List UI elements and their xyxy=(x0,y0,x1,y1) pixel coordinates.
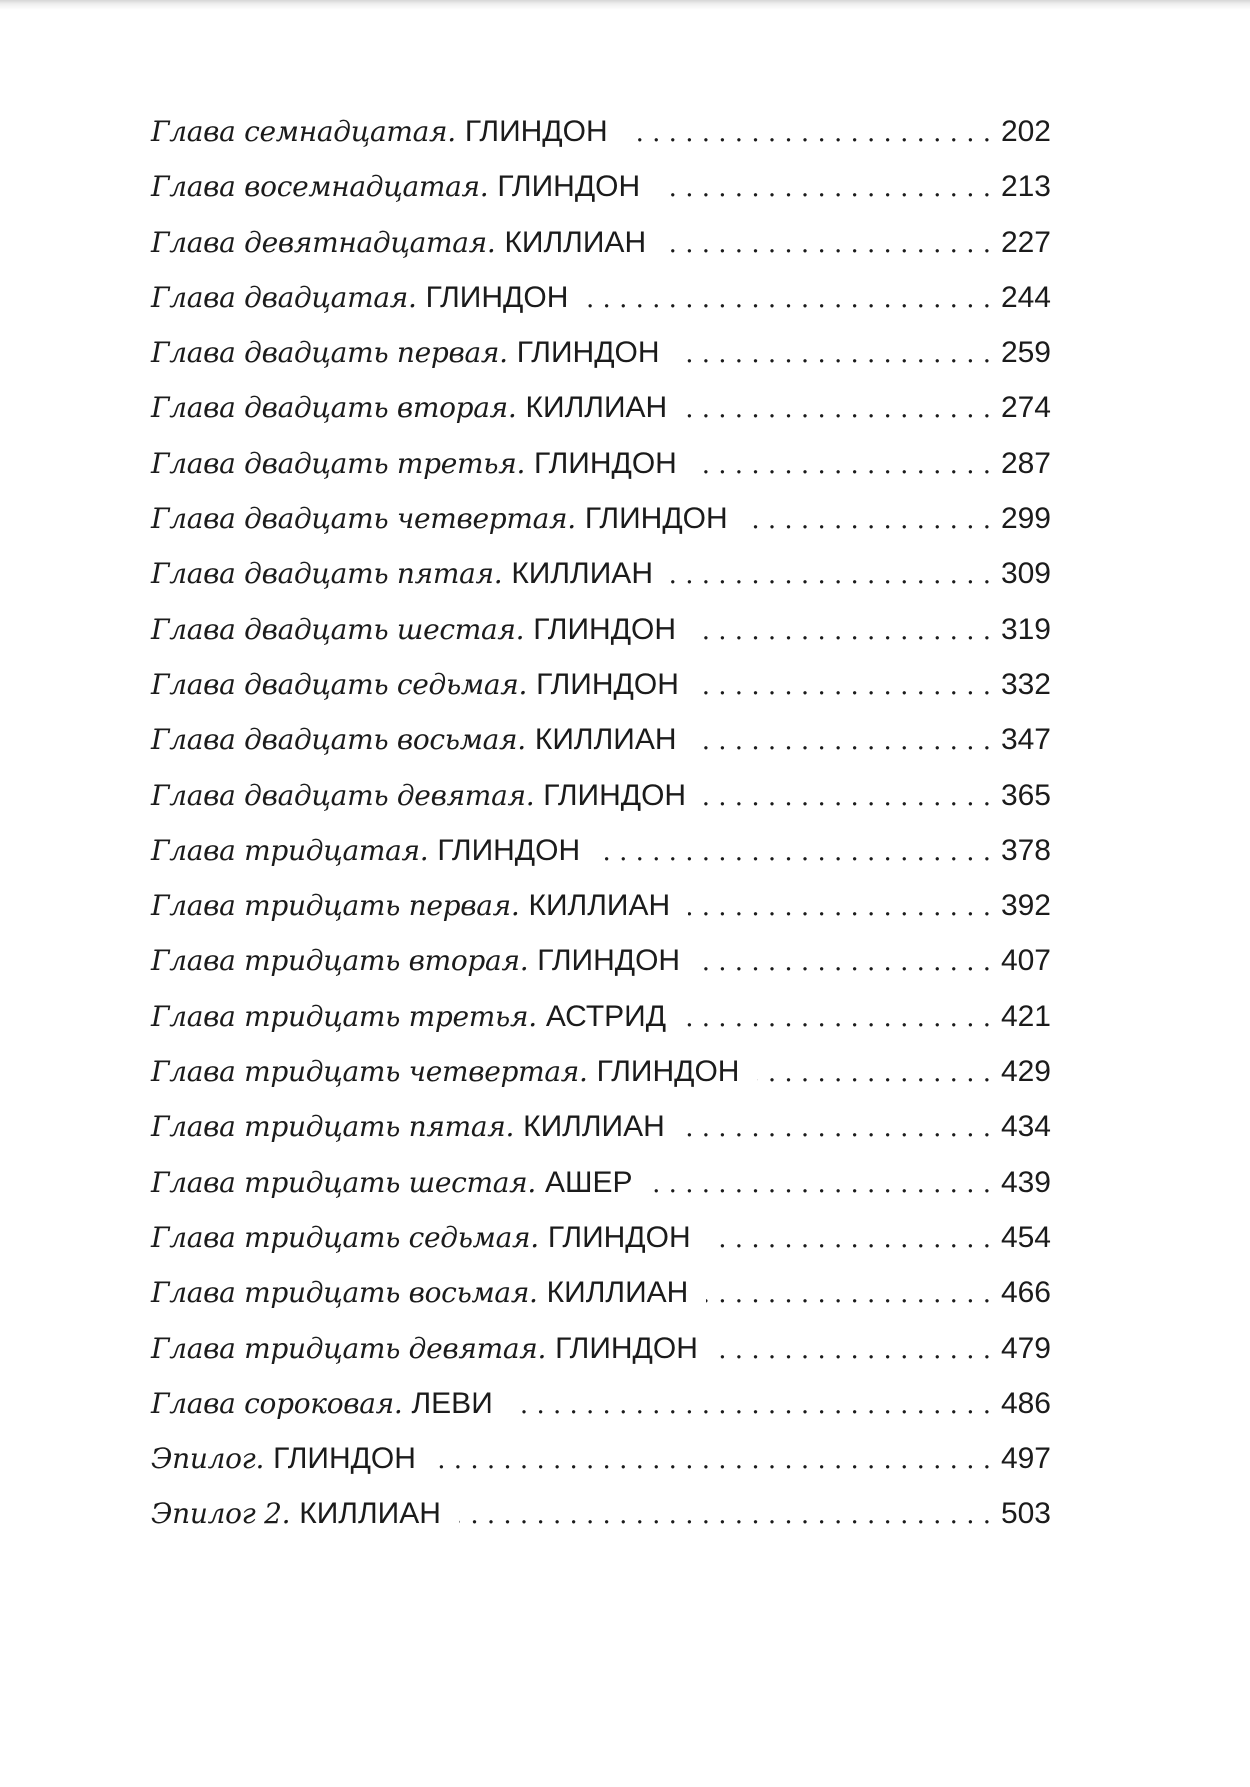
dot-leader xyxy=(757,1058,991,1088)
chapter-narrator: КИЛЛИАН xyxy=(534,723,677,757)
chapter-narrator: ГЛИНДОН xyxy=(497,170,641,204)
chapter-title: Глава двадцать девятая. xyxy=(151,778,535,812)
page-number: 227 xyxy=(1000,225,1051,259)
chapter-narrator: ГЛИНДОН xyxy=(464,115,608,148)
chapter-title: Глава двадцать четвертая. xyxy=(151,502,576,536)
chapter-narrator: КИЛЛИАН xyxy=(528,889,671,923)
dot-leader xyxy=(511,1390,991,1420)
page-number: 332 xyxy=(1000,667,1051,701)
page-number: 244 xyxy=(1000,280,1051,314)
dot-leader xyxy=(716,1335,991,1365)
chapter-title: Глава тридцать восьмая. xyxy=(151,1276,538,1310)
chapter-narrator: КИЛЛИАН xyxy=(504,225,647,259)
chapter-narrator: ГЛИНДОН xyxy=(555,1331,698,1365)
toc-entry[interactable] xyxy=(151,391,1051,446)
page-number: 378 xyxy=(1000,833,1051,867)
toc-entry[interactable] xyxy=(151,336,1051,391)
chapter-title: Глава сороковая. xyxy=(151,1386,403,1420)
dot-leader xyxy=(706,1279,991,1309)
dot-leader xyxy=(709,1224,991,1254)
toc-entry[interactable] xyxy=(151,1055,1051,1110)
toc-entry[interactable] xyxy=(151,115,1051,170)
page-number: 429 xyxy=(1000,1055,1051,1089)
chapter-title: Глава тридцать седьмая. xyxy=(151,1220,539,1254)
page-number: 274 xyxy=(1000,391,1051,425)
chapter-title: Глава семнадцатая. xyxy=(151,115,456,148)
dot-leader xyxy=(746,505,991,535)
toc-entry[interactable] xyxy=(151,502,1051,557)
page-number: 287 xyxy=(1000,446,1051,480)
toc-entry[interactable] xyxy=(151,1221,1051,1276)
chapter-title: Глава восемнадцатая. xyxy=(151,170,489,204)
page-number: 503 xyxy=(1000,1497,1051,1531)
chapter-narrator: ГЛИНДОН xyxy=(547,1220,691,1254)
chapter-title: Глава двадцать восьмая. xyxy=(151,723,526,757)
page-number: 347 xyxy=(1000,723,1051,757)
page-number: 309 xyxy=(1000,557,1051,591)
dot-leader xyxy=(651,1169,991,1199)
dot-leader xyxy=(598,837,991,867)
chapter-title: Глава двадцать вторая. xyxy=(151,391,517,425)
page-number: 299 xyxy=(1000,502,1051,536)
toc-entry[interactable] xyxy=(151,1332,1051,1387)
table-of-contents xyxy=(151,115,1051,1553)
chapter-narrator: КИЛЛИАН xyxy=(546,1276,689,1310)
chapter-narrator: ГЛИНДОН xyxy=(596,1055,740,1089)
dot-leader xyxy=(664,229,991,259)
dot-leader xyxy=(694,616,991,646)
chapter-title: Глава двадцать седьмая. xyxy=(151,667,528,701)
chapter-narrator: ГЛИНДОН xyxy=(273,1442,416,1476)
dot-leader xyxy=(704,782,991,812)
page-number: 407 xyxy=(1000,944,1051,978)
page-number: 434 xyxy=(1000,1110,1051,1144)
chapter-narrator: ГЛИНДОН xyxy=(537,944,681,978)
chapter-narrator: ГЛИНДОН xyxy=(536,667,679,701)
chapter-narrator: ГЛИНДОН xyxy=(425,280,569,314)
dot-leader xyxy=(459,1500,991,1530)
chapter-narrator: ГЛИНДОН xyxy=(543,778,687,812)
chapter-title: Глава двадцать первая. xyxy=(151,336,508,370)
toc-entry[interactable] xyxy=(151,1276,1051,1331)
chapter-title: Глава двадцать пятая. xyxy=(151,557,503,591)
page-number: 392 xyxy=(1000,889,1051,923)
chapter-narrator: КИЛЛИАН xyxy=(511,557,653,591)
chapter-title: Эпилог 2. xyxy=(151,1497,291,1531)
chapter-title: Глава тридцать девятая. xyxy=(151,1331,547,1365)
page-number: 259 xyxy=(1000,336,1051,370)
toc-entry[interactable] xyxy=(151,1387,1051,1442)
dot-leader xyxy=(685,394,991,424)
chapter-title: Глава тридцать первая. xyxy=(151,889,520,923)
page-number: 319 xyxy=(1000,612,1051,646)
page-number: 213 xyxy=(1000,170,1051,204)
chapter-narrator: ГЛИНДОН xyxy=(437,833,581,867)
dot-leader xyxy=(678,339,991,369)
dot-leader xyxy=(695,450,991,480)
chapter-narrator: ГЛИНДОН xyxy=(584,502,728,536)
toc-entry[interactable] xyxy=(151,944,1051,999)
chapter-narrator: АШЕР xyxy=(545,1165,633,1199)
dot-leader xyxy=(658,173,991,203)
page-number: 486 xyxy=(1000,1386,1051,1420)
chapter-narrator: ГЛИНДОН xyxy=(534,446,677,480)
toc-entry[interactable] xyxy=(151,1497,1051,1552)
dot-leader xyxy=(684,1003,991,1033)
chapter-title: Глава двадцать третья. xyxy=(151,446,526,480)
toc-entry[interactable] xyxy=(151,1442,1051,1497)
toc-entry[interactable] xyxy=(151,779,1051,834)
toc-entry[interactable] xyxy=(151,1000,1051,1055)
toc-entry[interactable] xyxy=(151,447,1051,502)
chapter-title: Глава тридцать шестая. xyxy=(151,1165,536,1199)
dot-leader xyxy=(586,284,991,314)
page-number: 497 xyxy=(1000,1442,1051,1476)
toc-entry[interactable] xyxy=(151,613,1051,668)
chapter-narrator: КИЛЛИАН xyxy=(299,1497,441,1531)
dot-leader xyxy=(697,671,991,701)
toc-entry[interactable] xyxy=(151,723,1051,778)
chapter-title: Эпилог. xyxy=(151,1442,265,1476)
scan-top-shadow xyxy=(0,0,1250,10)
dot-leader xyxy=(434,1445,991,1475)
toc-entry[interactable] xyxy=(151,226,1051,281)
dot-leader xyxy=(695,726,991,756)
page-number: 421 xyxy=(1000,999,1051,1033)
chapter-narrator: АСТРИД xyxy=(545,999,667,1033)
chapter-title: Глава двадцать шестая. xyxy=(151,612,525,646)
chapter-title: Глава тридцать третья. xyxy=(151,999,537,1033)
chapter-title: Глава тридцать пятая. xyxy=(151,1110,515,1144)
chapter-title: Глава тридцатая. xyxy=(151,833,429,867)
page-number: 466 xyxy=(1000,1276,1051,1310)
chapter-narrator: КИЛЛИАН xyxy=(523,1110,665,1144)
toc-entry[interactable] xyxy=(151,1110,1051,1165)
page-number: 202 xyxy=(1000,115,1051,148)
chapter-narrator: КИЛЛИАН xyxy=(525,391,668,425)
toc-entry[interactable] xyxy=(151,281,1051,336)
dot-leader xyxy=(698,947,991,977)
chapter-title: Глава тридцать четвертая. xyxy=(151,1055,588,1089)
dot-leader xyxy=(683,1113,991,1143)
page-number: 454 xyxy=(1000,1220,1051,1254)
dot-leader xyxy=(626,118,991,148)
chapter-narrator: ГЛИНДОН xyxy=(516,336,660,370)
page-number: 365 xyxy=(1000,778,1051,812)
toc-entry[interactable] xyxy=(151,557,1051,612)
dot-leader xyxy=(671,560,991,590)
toc-entry[interactable] xyxy=(151,1166,1051,1221)
toc-entry[interactable] xyxy=(151,834,1051,889)
toc-entry[interactable] xyxy=(151,889,1051,944)
chapter-title: Глава двадцатая. xyxy=(151,280,417,314)
chapter-narrator: ЛЕВИ xyxy=(411,1386,493,1420)
chapter-narrator: ГЛИНДОН xyxy=(533,612,677,646)
toc-entry[interactable] xyxy=(151,170,1051,225)
page-number: 479 xyxy=(1000,1331,1051,1365)
page-number: 439 xyxy=(1000,1165,1051,1199)
chapter-title: Глава тридцать вторая. xyxy=(151,944,529,978)
dot-leader xyxy=(688,892,991,922)
toc-entry[interactable] xyxy=(151,668,1051,723)
chapter-title: Глава девятнадцатая. xyxy=(151,225,496,259)
